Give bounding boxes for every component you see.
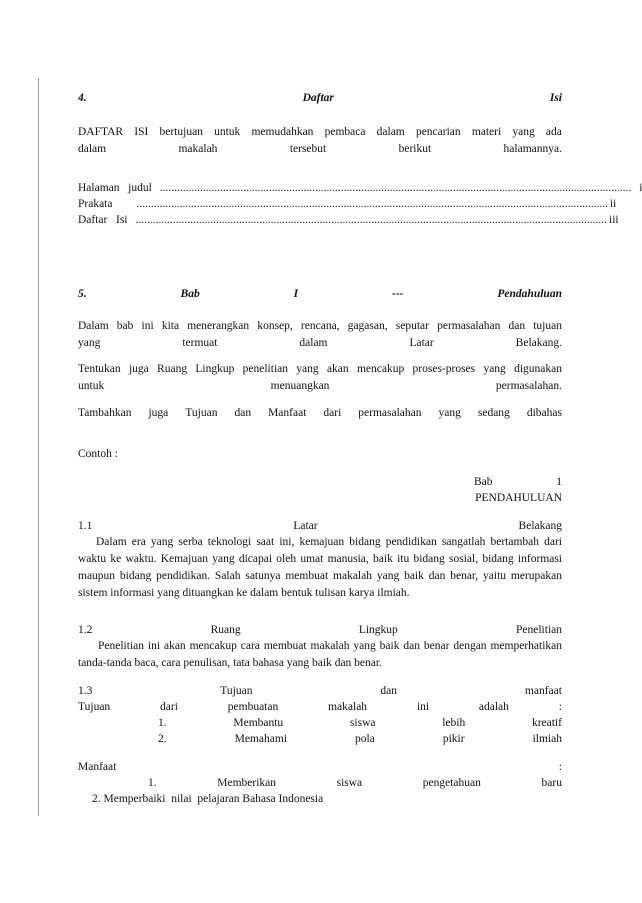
section5-p2-line2 [78,378,562,394]
word: siswa [336,777,363,789]
word: materi [471,126,502,138]
left-margin-rule [38,78,39,816]
word: Ruang [157,363,188,375]
toc-dots: .................................................................................................................................................................... [135,214,607,226]
word: pola [355,733,375,745]
word: : [558,701,562,713]
s12-heading [78,622,562,638]
section4-number: 4. [78,92,87,104]
word: dan [508,320,526,332]
word: yang [512,126,535,138]
toc-entry-daftar-isi [78,212,619,228]
heading-word: Penelitian [516,624,562,636]
word: Tujuan [185,407,218,419]
word: dibahas [526,407,562,419]
heading-word: Tujuan [220,685,253,697]
word: sedang [477,407,510,419]
word: gagasan, [347,320,388,332]
word: Belakang. [515,337,562,349]
toc-label: Halaman judul [78,182,152,194]
word: Memberikan [217,777,276,789]
word: memudahkan [251,126,314,138]
word: baru [541,777,562,789]
word: digunakan [514,363,562,375]
word: Tujuan [78,701,111,713]
word: makalah [328,701,368,713]
word: adalah [478,701,509,713]
word: permasalahan. [495,380,562,392]
section4-title: Daftar [302,92,334,104]
word: berikut [398,143,432,155]
word: juga [148,407,169,419]
word: siswa [349,717,376,729]
tujuan-item-1 [158,715,562,731]
word: Lingkup [195,363,235,375]
word: ada [545,126,562,138]
word: mencakup [356,363,405,375]
word: untuk [78,380,105,392]
word: pembuatan [227,701,279,713]
section5-p1-line1 [78,318,562,334]
heading-word: Latar [293,520,318,532]
word: penelitian [242,363,288,375]
word: ISI [134,126,149,138]
heading-word: manfaat [524,685,562,697]
word: konsep, [257,320,293,332]
word: ilmiah [532,733,562,745]
section5-p2-line1 [78,361,562,377]
tujuan-item-2 [158,731,562,747]
contoh-label: Contoh : [78,448,118,460]
word: akan [326,363,349,375]
word: kreatif [531,717,562,729]
word: Membantu [233,717,284,729]
word: seputar [395,320,429,332]
word: pikir [442,733,465,745]
word: bab [116,320,134,332]
word: juga [128,363,149,375]
s12-number: 1.2 [78,624,93,636]
heading-word: Ruang [210,624,241,636]
heading-word: --- [392,288,404,300]
word: untuk [214,126,241,138]
word: pengetahuan [422,777,481,789]
word: rencana, [300,320,340,332]
tujuan-line [78,699,562,715]
heading-word: Bab [180,288,200,300]
word: tersebut [289,143,327,155]
word: dari [323,407,342,419]
word: dalam [376,126,405,138]
heading-word: Pendahuluan [497,288,562,300]
item-number: 1. [158,717,167,729]
bab-title: PENDAHULUAN [475,492,562,504]
word: ini [141,320,154,332]
section4-heading [78,90,562,106]
toc-dots: .................................................................................................................................................................... [159,182,632,194]
word: pembaca [324,126,366,138]
toc-page: iii [609,214,619,226]
word: Memahami [234,733,288,745]
section5-p3-line1 [78,405,562,421]
word: permasalahan [358,407,422,419]
manfaat-line [78,759,562,775]
item-number: 2. [158,733,167,745]
toc-page: i [639,182,642,194]
word: dalam [299,337,328,349]
toc-label: Prakata [78,198,113,210]
word: yang [296,363,319,375]
section5-heading [78,286,562,302]
section5-p1-line2 [78,335,562,351]
word: proses-proses [412,363,476,375]
word: lebih [442,717,466,729]
toc-entry-halaman-judul [78,180,642,196]
word: DAFTAR [78,126,124,138]
word: Tambahkan [78,407,132,419]
s11-body: Dalam era yang serba teknologi saat ini, kemajuan bidang pendidikan sangatlah bertambah dari waktu ke waktu. Kemajuan yang dicapai oleh umat manusia, baik itu bidang sosial, bidang informasi maupun bidang pendidikan. Salah satunya membuat makalah yang baik dan benar, yaitu merupakan sistem informasi yang dituangkan ke dalam bentuk tulisan karya ilmiah. [78,536,562,599]
word: yang [78,337,101,349]
bab-number: 1 [556,476,562,488]
s13-heading [78,683,562,699]
word: menerangkan [187,320,250,332]
word: tujuan [533,320,562,332]
word: dan [234,407,252,419]
word: Manfaat [78,761,117,773]
word: termuat [182,337,218,349]
toc-page: ii [609,198,617,210]
word: kita [161,320,180,332]
word: ini [416,701,430,713]
word: halamannya. [503,143,562,155]
word: Latar [409,337,434,349]
word: Dalam [78,320,109,332]
word: menuangkan [270,380,330,392]
toc-dots: .................................................................................................................................................................... [136,198,608,210]
section4-desc-line2 [78,141,562,157]
section4-title-end: Isi [549,92,562,104]
s13-number: 1.3 [78,685,93,697]
word: dalam [78,143,107,155]
toc-label: Daftar Isi [78,214,128,226]
section5-number: 5. [78,288,87,300]
word: dari [160,701,178,713]
word: yang [438,407,461,419]
s12-body: Penelitian ini akan mencakup cara membuat makalah yang baik dan benar dengan memperhatikan tanda-tanda baca, cara penulisan, tata bahasa yang baik dan benar. [78,640,562,669]
section4-desc-line1 [78,124,562,140]
heading-word: I [293,288,299,300]
heading-word: Belakang [518,520,562,532]
toc-entry-prakata [78,196,617,212]
item-number: 1. [148,777,157,789]
word: permasalahan [437,320,501,332]
word: makalah [178,143,218,155]
word: Manfaat [268,407,307,419]
word: yang [483,363,506,375]
word: : [558,761,562,773]
heading-word: Lingkup [358,624,398,636]
manfaat-item-2: 2. Memperbaiki nilai pelajaran Bahasa Indonesia [92,793,324,805]
bab-line [474,474,562,490]
word: bertujuan [159,126,203,138]
manfaat-item-1 [148,775,562,791]
heading-word: dan [380,685,397,697]
bab-word: Bab [474,476,493,488]
word: Tentukan [78,363,121,375]
s11-heading [78,518,562,534]
word: pencarian [415,126,461,138]
s11-number: 1.1 [78,520,93,532]
